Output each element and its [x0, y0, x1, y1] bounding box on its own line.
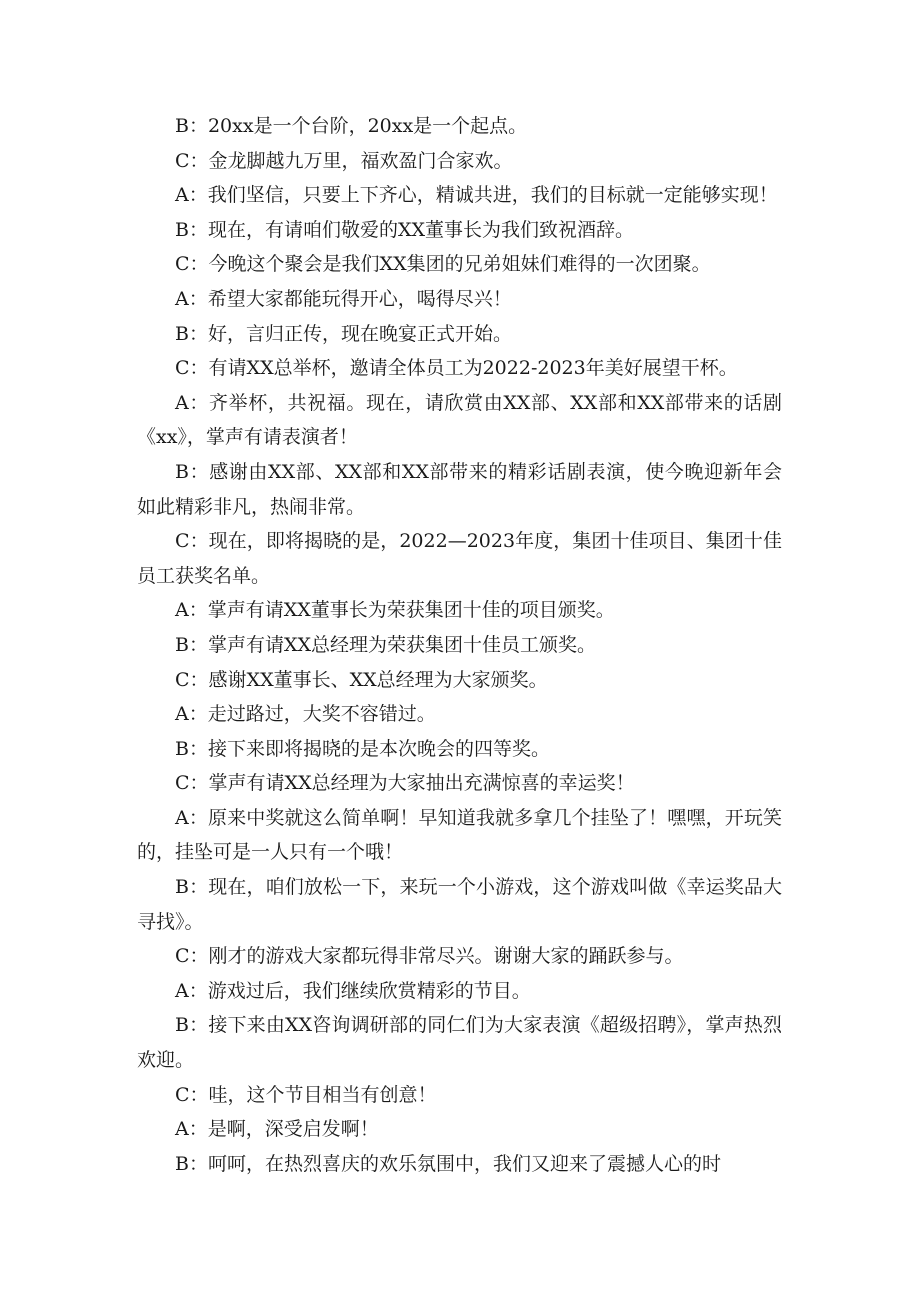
paragraph: B：感谢由XX部、XX部和XX部带来的精彩话剧表演，使今晚迎新年会如此精彩非凡，热闹非常。 — [137, 460, 782, 518]
paragraph: A：我们坚信，只要上下齐心，精诚共进，我们的目标就一定能够实现！ — [175, 184, 778, 207]
paragraph: A：游戏过后，我们继续欣赏精彩的节目。 — [175, 979, 531, 1002]
paragraph: B：呵呵，在热烈喜庆的欢乐氛围中，我们又迎来了震撼人心的时 — [175, 1152, 721, 1175]
paragraph: B：好，言归正传，现在晚宴正式开始。 — [175, 322, 512, 345]
paragraph: A：走过路过，大奖不容错过。 — [175, 703, 436, 726]
paragraph: C：感谢XX董事长、XX总经理为大家颁奖。 — [175, 668, 548, 691]
paragraph: C：现在，即将揭晓的是，2022—2023年度，集团十佳项目、集团十佳员工获奖名单。 — [137, 530, 782, 587]
paragraph: C：金龙脚越九万里，福欢盈门合家欢。 — [175, 149, 513, 172]
paragraph: C：掌声有请XX总经理为大家抽出充满惊喜的幸运奖！ — [175, 772, 635, 795]
paragraph: C：有请XX总举杯，邀请全体员工为2022-2023年美好展望干杯。 — [175, 357, 738, 380]
paragraph: A：原来中奖就这么简单啊！早知道我就多拿几个挂坠了！嘿嘿，开玩笑的，挂坠可是一人只有一个哦！ — [137, 806, 782, 864]
paragraph: A：是啊，深受启发啊！ — [175, 1118, 379, 1141]
paragraph: B：接下来即将揭晓的是本次晚会的四等奖。 — [175, 737, 550, 760]
paragraph: C：哇，这个节目相当有创意！ — [175, 1083, 437, 1106]
paragraph: A：掌声有请XX董事长为荣获集团十佳的项目颁奖。 — [175, 599, 615, 622]
paragraph: A：希望大家都能玩得开心，喝得尽兴！ — [175, 287, 512, 310]
paragraph: A：齐举杯，共祝福。现在，请欣赏由XX部、XX部和XX部带来的话剧《xx》，掌声有请表演者！ — [137, 391, 782, 449]
paragraph: B：现在，咱们放松一下，来玩一个小游戏，这个游戏叫做《幸运奖品大寻找》。 — [137, 876, 782, 933]
paragraph: B：现在，有请咱们敬爱的XX董事长为我们致祝酒辞。 — [175, 218, 635, 241]
paragraph: C：刚才的游戏大家都玩得非常尽兴。谢谢大家的踊跃参与。 — [175, 945, 684, 968]
document-body — [137, 109, 782, 1181]
paragraph: B：掌声有请XX总经理为荣获集团十佳员工颁奖。 — [175, 633, 597, 656]
paragraph: B：接下来由XX咨询调研部的同仁们为大家表演《超级招聘》，掌声热烈欢迎。 — [137, 1014, 782, 1072]
paragraph: C：今晚这个聚会是我们XX集团的兄弟姐妹们难得的一次团聚。 — [175, 253, 711, 276]
paragraph: B：20xx是一个台阶，20xx是一个起点。 — [175, 115, 528, 137]
